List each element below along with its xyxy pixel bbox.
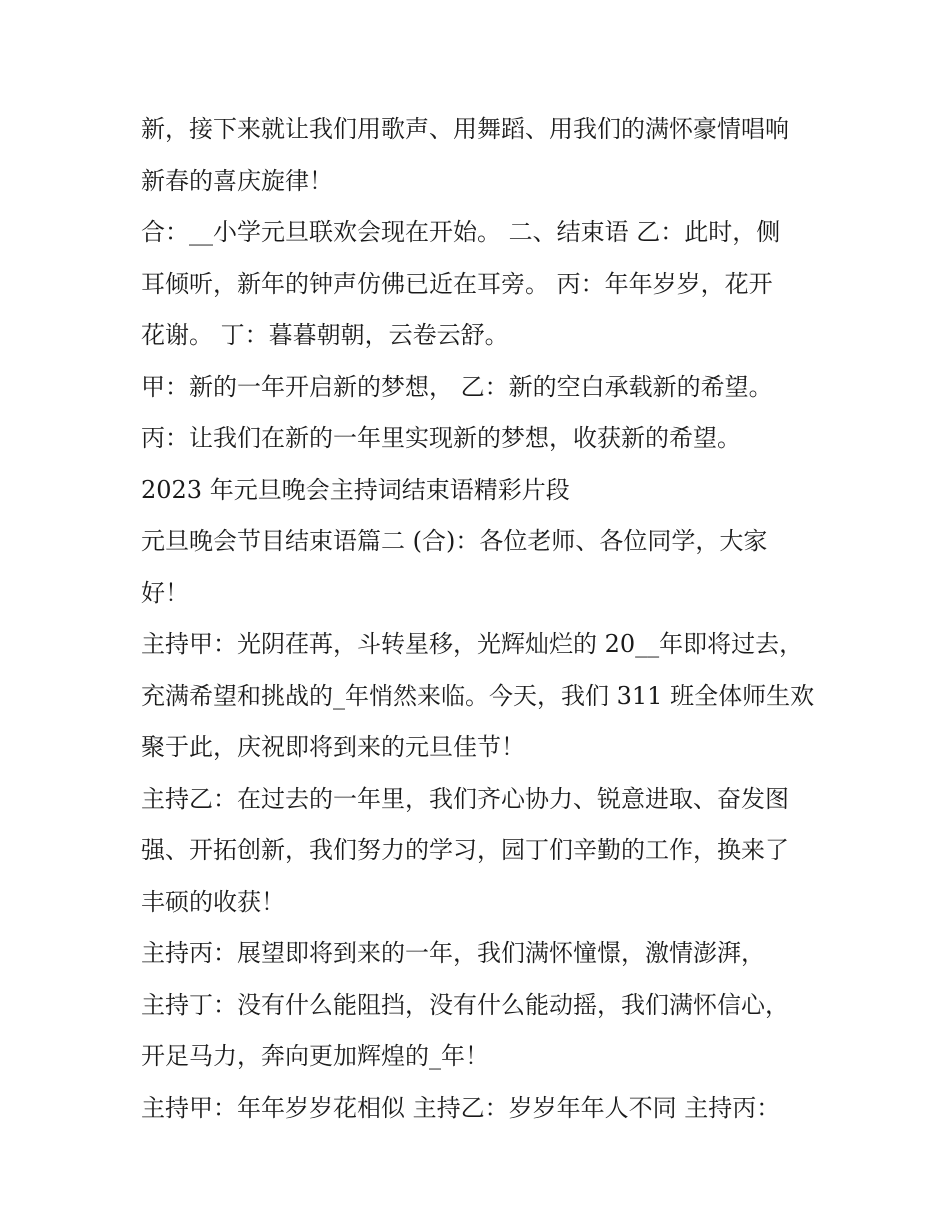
text-line: 强、开拓创新，我们努力的学习，园丁们辛勤的工作，换来了 <box>141 836 789 864</box>
text-line: 花谢。 丁：暮暮朝朝，云卷云舒。 <box>141 321 509 349</box>
text-line: 合：__小学元旦联欢会现在开始。 二、结束语 乙：此时，侧 <box>141 218 781 246</box>
text-line: 主持丁：没有什么能阻挡，没有什么能动摇，我们满怀信心， <box>141 990 789 1019</box>
text-line: 元旦晚会节目结束语篇二 (合)：各位老师、各位同学，大家 <box>141 527 768 555</box>
text-line: 充满希望和挑战的_年悄然来临。今天，我们 311 班全体师生欢 <box>141 681 815 710</box>
text-line: 开足马力，奔向更加辉煌的_年！ <box>141 1042 489 1070</box>
text-line: 主持甲：光阴荏苒，斗转星移，光辉灿烂的 20__年即将过去， <box>141 630 804 658</box>
text-line: 耳倾听，新年的钟声仿佛已近在耳旁。 丙：年年岁岁，花开 <box>141 269 773 298</box>
text-line: 丙：让我们在新的一年里实现新的梦想，收获新的希望。 <box>141 424 741 452</box>
text-line: 主持乙：在过去的一年里，我们齐心协力、锐意进取、奋发图 <box>141 784 789 813</box>
text-line: 主持丙：展望即将到来的一年，我们满怀憧憬，激情澎湃， <box>141 939 765 967</box>
text-line: 新春的喜庆旋律！ <box>141 166 333 195</box>
section-heading: 2023 年元旦晚会主持词结束语精彩片段 <box>141 475 570 504</box>
text-line: 主持甲：年年岁岁花相似 主持乙：岁岁年年人不同 主持丙： <box>141 1093 781 1122</box>
text-line: 好！ <box>141 578 189 607</box>
text-line: 聚于此，庆祝即将到来的元旦佳节！ <box>141 733 525 761</box>
document-body <box>141 104 821 1134</box>
text-line: 丰硕的收获！ <box>141 887 285 916</box>
text-line: 新，接下来就让我们用歌声、用舞蹈、用我们的满怀豪情唱响 <box>141 115 789 143</box>
text-line: 甲：新的一年开启新的梦想， 乙：新的空白承载新的希望。 <box>141 372 773 401</box>
